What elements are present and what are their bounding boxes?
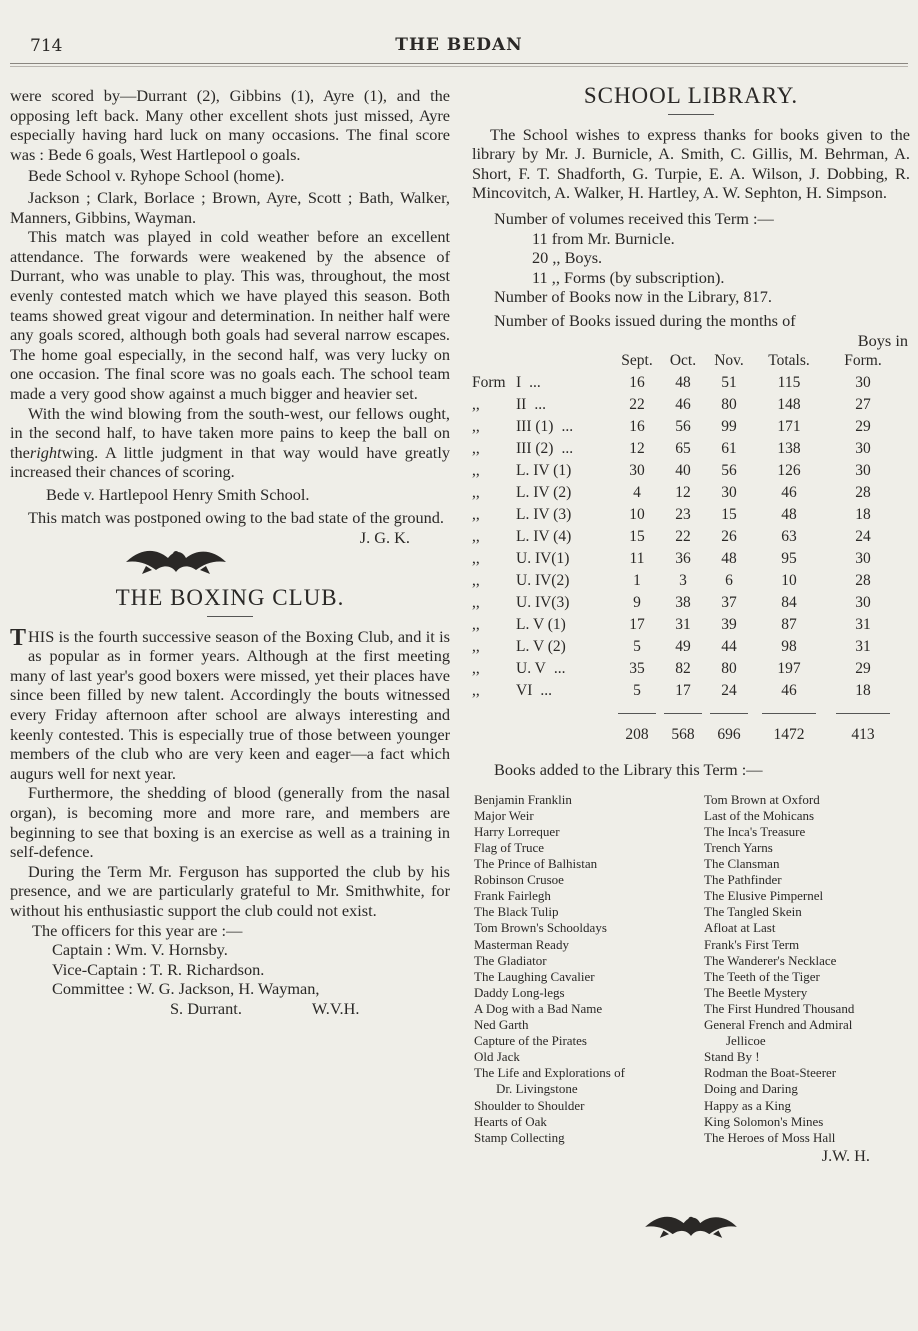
cell-nov: 39 — [721, 616, 737, 634]
cell-boys: 30 — [855, 374, 871, 392]
officer-committee: Committee : W. G. Jackson, H. Wayman, — [52, 979, 320, 999]
form-label — [472, 614, 614, 636]
header-form: Form. — [844, 352, 882, 370]
library-heading-rule — [668, 114, 714, 115]
cell-sept: 35 — [629, 660, 645, 678]
volumes-intro: Number of volumes received this Term :— — [494, 208, 774, 228]
table-row — [472, 636, 900, 658]
form-name: L. IV (3) — [516, 506, 572, 524]
form-dots: ... — [561, 418, 574, 436]
cell-boys: 29 — [855, 418, 871, 436]
book-title: Happy as a King — [704, 1097, 792, 1113]
cell-boys: 31 — [855, 638, 871, 656]
header-rule — [10, 63, 908, 64]
form-prefix: ,, — [472, 638, 480, 656]
cell-nov: 24 — [721, 682, 737, 700]
cell-sept: 12 — [629, 440, 645, 458]
book-title: The Tangled Skein — [704, 904, 802, 920]
wind-text-b: wing. A little judgment in that way would have greatly increased their chances of scoring. — [10, 442, 450, 482]
officer-committee-cont — [170, 999, 450, 1019]
library-thanks: The School wishes to express thanks for books given to the library by Mr. J. Burnicle, A. Smith, C. Gillis, M. Behrman, A. Short, F. T. Shadforth, G. Turpie, E. A. Wilson, J. Dobbing, R. Mincovitch, A. Walker, H. Hartley, A. W. Sephton, H. Simpson. — [472, 124, 910, 203]
cell-nov: 30 — [721, 484, 737, 502]
book-title: The Life and Explorations of — [474, 1065, 625, 1081]
book-title: Tom Brown at Oxford — [704, 791, 820, 807]
form-dots: ... — [540, 682, 552, 700]
total-boys: 413 — [851, 726, 875, 744]
books-added-list — [472, 792, 910, 1152]
cell-boys: 18 — [855, 506, 871, 524]
cell-nov: 51 — [721, 374, 737, 392]
cell-total: 46 — [781, 484, 797, 502]
form-label — [472, 680, 614, 702]
form-prefix: Form — [472, 374, 506, 392]
form-name: U. IV(3) — [516, 594, 570, 612]
form-prefix: ,, — [472, 594, 480, 612]
cell-sept: 16 — [629, 374, 645, 392]
cell-nov: 26 — [721, 528, 737, 546]
cell-nov: 15 — [721, 506, 737, 524]
book-title: Masterman Ready — [474, 936, 569, 952]
book-title: A Dog with a Bad Name — [474, 1000, 603, 1016]
boxing-signature: W.V.H. — [311, 998, 360, 1018]
cell-total: 197 — [777, 660, 801, 678]
library-signature: J.W. H. — [821, 1145, 870, 1165]
cell-nov: 99 — [721, 418, 737, 436]
cell-nov: 37 — [721, 594, 737, 612]
cell-total: 95 — [781, 550, 797, 568]
football-signature: J. G. K. — [359, 528, 410, 548]
book-title: Ned Garth — [474, 1017, 529, 1033]
table-row — [472, 460, 900, 482]
match-title-ryhope: Bede School v. Ryhope School (home). — [28, 166, 285, 186]
table-totals-row — [472, 724, 900, 746]
book-title: Jellicoe — [726, 1033, 766, 1049]
cell-oct: 36 — [675, 550, 691, 568]
book-title: General French and Admiral — [704, 1017, 853, 1033]
form-name: III (2) — [516, 440, 554, 458]
cell-nov: 80 — [721, 396, 737, 414]
book-title: The Clansman — [704, 856, 780, 872]
book-title: Capture of the Pirates — [474, 1033, 587, 1049]
page-header — [0, 32, 918, 68]
form-label — [472, 372, 614, 394]
book-title: Trench Yarns — [704, 840, 773, 855]
total-all: 1472 — [773, 726, 805, 744]
cell-total: 87 — [781, 616, 797, 634]
wind-paragraph — [10, 404, 450, 482]
form-name: VI — [516, 682, 533, 700]
cell-sept: 5 — [633, 682, 641, 700]
book-title: Flag of Truce — [474, 840, 545, 855]
cell-oct: 56 — [675, 418, 691, 436]
left-column — [10, 86, 450, 1019]
form-label — [472, 416, 614, 438]
cell-oct: 65 — [675, 440, 691, 458]
book-title: The Gladiator — [474, 952, 547, 968]
cell-total: 171 — [777, 418, 801, 436]
table-row — [472, 482, 900, 504]
form-label — [472, 592, 614, 614]
form-name: II — [516, 396, 527, 414]
form-name: L. IV (1) — [516, 462, 572, 480]
cell-total: 138 — [777, 440, 801, 458]
form-prefix: ,, — [472, 462, 480, 480]
form-name: U. V — [516, 660, 546, 678]
cell-oct: 23 — [675, 506, 691, 524]
cell-oct: 49 — [675, 638, 691, 656]
page-number: 714 — [30, 36, 63, 56]
form-name: L. V (2) — [516, 638, 566, 656]
cell-total: 46 — [781, 682, 797, 700]
cell-oct: 40 — [675, 462, 691, 480]
book-title: Shoulder to Shoulder — [474, 1097, 585, 1113]
issued-intro: Number of Books issued during the months of — [494, 310, 796, 330]
postponed-text: This match was postponed owing to the bad state of the ground. — [28, 508, 444, 528]
book-title: The Pathfinder — [704, 872, 782, 888]
book-title: Stand By ! — [704, 1049, 760, 1065]
cell-boys: 28 — [855, 572, 871, 590]
drop-cap: T — [10, 624, 27, 651]
form-name: U. IV(1) — [516, 550, 570, 568]
cell-sept: 17 — [629, 616, 645, 634]
form-prefix: ,, — [472, 572, 480, 590]
cell-sept: 5 — [633, 638, 641, 656]
boxing-paragraph-1 — [10, 624, 450, 784]
header-rule-secondary — [10, 66, 908, 67]
table-row — [472, 614, 900, 636]
boxing-club-heading: THE BOXING CLUB. — [115, 585, 345, 611]
book-title: The Laughing Cavalier — [474, 968, 595, 984]
form-label — [472, 460, 614, 482]
table-row — [472, 438, 900, 460]
cell-nov: 80 — [721, 660, 737, 678]
book-title: Doing and Daring — [704, 1081, 798, 1097]
cell-sept: 11 — [629, 550, 645, 568]
form-label — [472, 548, 614, 570]
books-list-left — [474, 792, 625, 1146]
form-prefix: ,, — [472, 660, 480, 678]
cell-boys: 24 — [855, 528, 871, 546]
book-title: The First Hundred Thousand — [704, 1000, 855, 1016]
form-prefix: ,, — [472, 528, 480, 546]
right-column — [472, 83, 910, 1245]
cell-total: 98 — [781, 638, 797, 656]
cell-oct: 17 — [675, 682, 691, 700]
form-dots: ... — [529, 374, 541, 392]
form-dots: ... — [534, 396, 546, 414]
cell-nov: 6 — [725, 572, 733, 590]
book-title: Daddy Long-legs — [474, 984, 565, 1000]
cell-total: 48 — [781, 506, 797, 524]
school-library-heading: SCHOOL LIBRARY. — [583, 83, 799, 108]
cell-total: 115 — [777, 374, 801, 392]
cell-boys: 30 — [855, 594, 871, 612]
table-row — [472, 394, 900, 416]
form-name: U. IV(2) — [516, 572, 570, 590]
form-dots: ... — [553, 660, 566, 678]
cell-oct: 46 — [675, 396, 691, 414]
book-title: Tom Brown's Schooldays — [474, 920, 607, 936]
table-row — [472, 680, 900, 702]
cell-nov: 61 — [721, 440, 737, 458]
boxing-text-1: HIS is the fourth successive season of the Boxing Club, and it is as popular as in former years. Although at the first meeting many of last year's good boxers were missed, yet their places have since been filled by new talent. Accordingly the bouts witnessed every Friday afternoon after school are always interesting and keenly contested. This is especially true of those between younger members of the club who are very keen and eager—a fact which augurs well for next year. — [10, 626, 450, 783]
book-title: Rodman the Boat-Steerer — [704, 1065, 837, 1081]
heading-rule — [207, 616, 253, 617]
cell-oct: 12 — [675, 484, 691, 502]
officers-intro: The officers for this year are :— — [32, 920, 243, 940]
book-title: Harry Lorrequer — [474, 823, 560, 839]
cell-sept: 1 — [633, 572, 641, 590]
wind-text-a: With the wind blowing from the south-west, our fellows ought, in the second half, to have taken more pains to keep the ball on the — [10, 403, 450, 462]
cell-total: 10 — [781, 572, 797, 590]
table-row — [472, 416, 900, 438]
total-sept: 208 — [625, 726, 649, 744]
cell-oct: 38 — [675, 594, 691, 612]
header-nov: Nov. — [714, 352, 744, 370]
book-title: Dr. Livingstone — [496, 1081, 578, 1097]
cell-oct: 82 — [675, 660, 691, 678]
committee-member: S. Durrant. — [170, 998, 242, 1018]
cell-sept: 30 — [629, 462, 645, 480]
form-name: III (1) — [516, 418, 554, 436]
cell-total: 84 — [781, 594, 797, 612]
book-title: Frank Fairlegh — [474, 888, 551, 904]
cell-boys: 31 — [855, 616, 871, 634]
cell-sept: 9 — [633, 594, 641, 612]
match-title-hartlepool: Bede v. Hartlepool Henry Smith School. — [46, 484, 310, 504]
form-dots: ... — [561, 440, 574, 458]
ornament-footer-icon — [636, 1205, 746, 1245]
books-list-right — [704, 792, 854, 1146]
team-lineup: Jackson ; Clark, Borlace ; Brown, Ayre, Scott ; Bath, Walker, Manners, Gibbins, Wayman. — [10, 187, 450, 227]
total-oct: 568 — [671, 726, 695, 744]
book-title: Stamp Collecting — [474, 1129, 565, 1145]
book-title: The Teeth of the Tiger — [704, 968, 820, 984]
cell-oct: 3 — [679, 572, 687, 590]
table-row — [472, 658, 900, 680]
books-in-library: Number of Books now in the Library, 817. — [494, 287, 772, 307]
book-title: Hearts of Oak — [474, 1113, 547, 1129]
form-prefix: ,, — [472, 440, 480, 458]
book-title: The Beetle Mystery — [704, 984, 808, 1000]
table-row — [472, 592, 900, 614]
book-title: The Wanderer's Necklace — [704, 952, 837, 968]
table-header-row — [472, 350, 900, 372]
cell-boys: 18 — [855, 682, 871, 700]
form-name: L. IV (4) — [516, 528, 572, 546]
form-label — [472, 438, 614, 460]
table-row — [472, 372, 900, 394]
cell-nov: 44 — [721, 638, 737, 656]
cell-boys: 28 — [855, 484, 871, 502]
cell-sept: 15 — [629, 528, 645, 546]
form-name: L. IV (2) — [516, 484, 572, 502]
publication-title: THE BEDAN — [395, 35, 523, 55]
form-label — [472, 394, 614, 416]
officer-vice-captain: Vice-Captain : T. R. Richardson. — [52, 959, 265, 979]
header-sept: Sept. — [621, 352, 653, 370]
book-title: The Black Tulip — [474, 904, 559, 920]
ornament-divider-icon — [116, 540, 236, 580]
cell-nov: 48 — [721, 550, 737, 568]
ryhope-match-report: This match was played in cold weather before an excellent attendance. The forwards were weakened by the absence of Durrant, who was unable to play. This was, throughout, the most evenly contested match which we have played this season. Both teams showed great vigour and determination. In neither half were any goals scored, although both goals had several narrow escapes. The home goal especially, in the second half, was very lucky on one occasion. The final score was no goals each. The school team made a very good show against a much bigger and heavier set. — [10, 227, 450, 403]
book-title: Robinson Crusoe — [474, 872, 564, 888]
cell-total: 126 — [777, 462, 801, 480]
cell-boys: 30 — [855, 462, 871, 480]
cell-sept: 4 — [633, 484, 641, 502]
books-added-intro: Books added to the Library this Term :— — [494, 760, 763, 780]
cell-oct: 48 — [675, 374, 691, 392]
book-title: The Heroes of Moss Hall — [704, 1129, 836, 1145]
book-title: The Inca's Treasure — [704, 823, 806, 839]
table-row — [472, 526, 900, 548]
cell-boys: 27 — [855, 396, 871, 414]
form-prefix: ,, — [472, 550, 480, 568]
cell-total: 63 — [781, 528, 797, 546]
table-row — [472, 504, 900, 526]
book-title: Frank's First Term — [704, 936, 800, 952]
cell-sept: 16 — [629, 418, 645, 436]
book-title: The Elusive Pimpernel — [704, 888, 824, 904]
form-label — [472, 658, 614, 680]
form-name: L. V (1) — [516, 616, 566, 634]
book-title: Afloat at Last — [704, 920, 776, 936]
cell-nov: 56 — [721, 462, 737, 480]
header-oct: Oct. — [669, 352, 697, 370]
table-row — [472, 548, 900, 570]
header-totals: Totals. — [768, 352, 810, 370]
cell-total: 148 — [777, 396, 801, 414]
form-label — [472, 504, 614, 526]
boys-in-label: Boys in — [857, 330, 908, 350]
cell-sept: 22 — [629, 396, 645, 414]
match-report-paragraph: were scored by—Durrant (2), Gibbins (1), Ayre (1), and the opposing left back. Many other excellent shots just missed, Ayre especially having hard luck on many occasions. The final score was : Bede 6 goals, West Hartlepool o goals. — [10, 86, 450, 164]
book-title: Benjamin Franklin — [474, 791, 572, 807]
cell-boys: 30 — [855, 550, 871, 568]
form-label — [472, 570, 614, 592]
form-prefix: ,, — [472, 484, 480, 502]
officer-captain: Captain : Wm. V. Hornsby. — [52, 940, 228, 960]
postponed-paragraph — [10, 508, 450, 548]
form-prefix: ,, — [472, 396, 480, 414]
volumes-forms: 11 ,, Forms (by subscription). — [532, 267, 725, 287]
form-prefix: ,, — [472, 506, 480, 524]
book-title: Old Jack — [474, 1049, 520, 1065]
cell-oct: 31 — [675, 616, 691, 634]
total-nov: 696 — [717, 726, 741, 744]
form-prefix: ,, — [472, 682, 480, 700]
form-prefix: ,, — [472, 418, 480, 436]
book-title: King Solomon's Mines — [704, 1113, 824, 1129]
book-title: Last of the Mohicans — [704, 807, 815, 823]
cell-oct: 22 — [675, 528, 691, 546]
volumes-boys: 20 ,, Boys. — [532, 248, 603, 268]
books-issued-table — [472, 350, 900, 746]
volumes-burnicle: 11 from Mr. Burnicle. — [532, 228, 675, 248]
wind-text-emphasis: right — [29, 442, 62, 462]
form-label — [472, 636, 614, 658]
book-title: The Prince of Balhistan — [474, 856, 598, 872]
book-title: Major Weir — [474, 807, 534, 823]
table-row — [472, 570, 900, 592]
cell-boys: 29 — [855, 660, 871, 678]
cell-boys: 30 — [855, 440, 871, 458]
form-label — [472, 482, 614, 504]
form-label — [472, 526, 614, 548]
form-name: I — [516, 374, 522, 392]
boxing-paragraph-2: Furthermore, the shedding of blood (generally from the nasal organ), is becoming more and more rare, and members are beginning to see that boxing is an exercise as well as a training in self-defence. — [10, 783, 450, 862]
cell-sept: 10 — [629, 506, 645, 524]
boxing-paragraph-3: During the Term Mr. Ferguson has supported the club by his presence, and we are particularly grateful to Mr. Smithwhite, for without his enthusiastic support the club could not exist. — [10, 861, 450, 920]
form-prefix: ,, — [472, 616, 480, 634]
